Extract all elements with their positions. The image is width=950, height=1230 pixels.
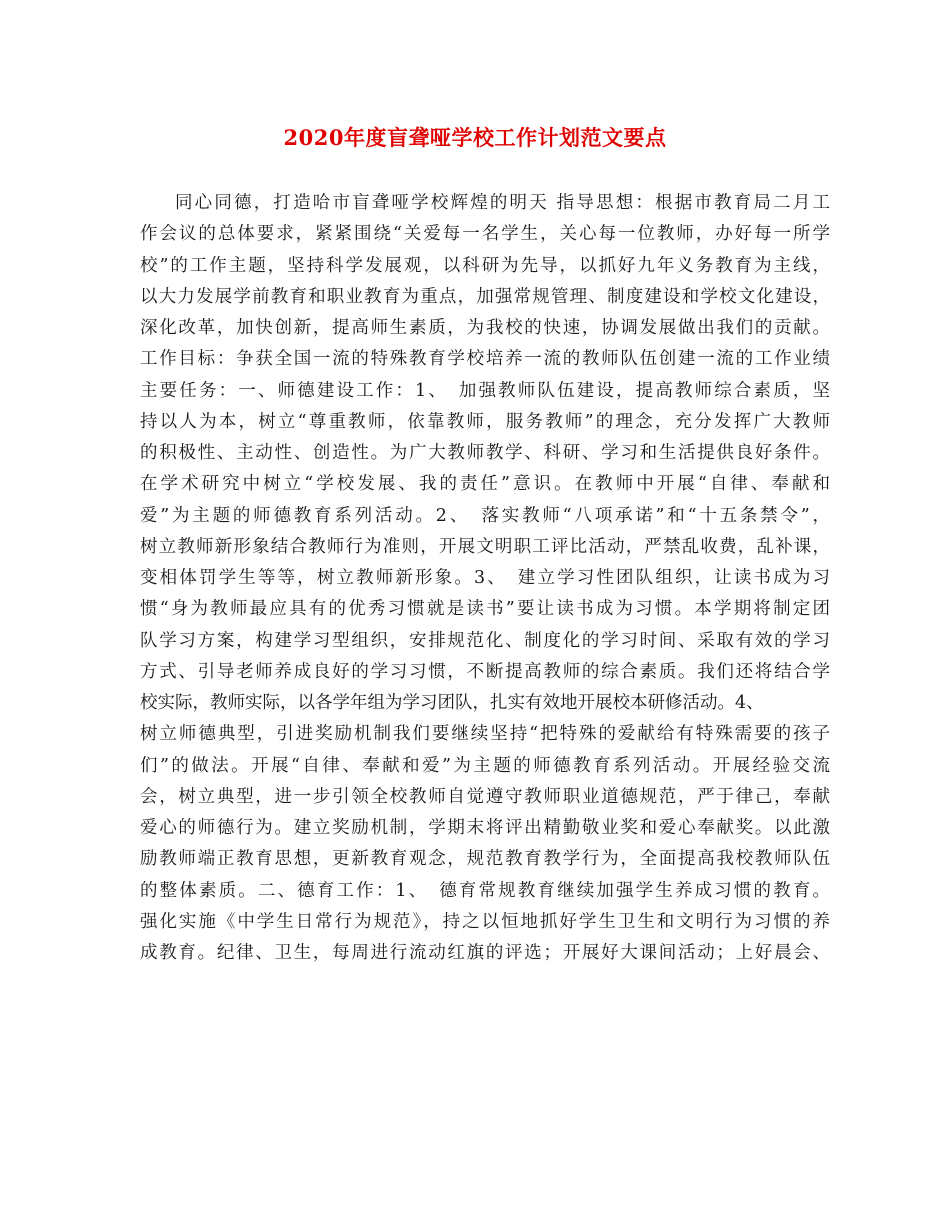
body-line: 树立教师新形象结合教师行为准则，开展文明职工评比活动，严禁乱收费，乱补课， — [140, 536, 830, 557]
body-line: 树立师德典型，引进奖励机制我们要继续坚持“把特殊的爱献给有特殊需要的孩子 — [140, 724, 830, 745]
body-line: 强化实施《中学生日常行为规范》，持之以恒地抓好学生卫生和文明行为习惯的养 — [140, 911, 830, 932]
body-line: 主要任务：一、师德建设工作：1、 加强教师队伍建设，提高教师综合素质，坚 — [140, 380, 830, 401]
body-line: 的积极性、主动性、创造性。为广大教师教学、科研、学习和生活提供良好条件。 — [140, 443, 830, 463]
body-line: 会，树立典型，进一步引领全校教师自觉遵守教师职业道德规范，严于律己，奉献 — [140, 786, 830, 807]
body-line: 惯“身为教师最应具有的优秀习惯就是读书”要让读书成为习惯。本学期将制定团 — [140, 599, 830, 620]
body-line: 在学术研究中树立“学校发展、我的责任”意识。在教师中开展“自律、奉献和 — [140, 474, 830, 495]
body-line: 工作目标：争获全国一流的特殊教育学校培养一流的教师队伍创建一流的工作业绩 — [140, 349, 830, 370]
body-line: 同心同德，打造哈市盲聋哑学校辉煌的明天 指导思想：根据市教育局二月工 — [175, 193, 830, 213]
body-line: 作会议的总体要求，紧紧围绕“关爱每一名学生，关心每一位教师，办好每一所学 — [140, 224, 830, 245]
body-line: 校”的工作主题，坚持科学发展观，以科研为先导，以抓好九年义务教育为主线， — [140, 255, 830, 276]
body-line: 励教师端正教育思想，更新教育观念，规范教育教学行为，全面提高我校教师队伍 — [140, 849, 830, 870]
body-line: 以大力发展学前教育和职业教育为重点，加强常规管理、制度建设和学校文化建设， — [140, 286, 830, 307]
body-line: 方式、引导老师养成良好的学习习惯，不断提高教师的综合素质。我们还将结合学 — [140, 661, 830, 682]
body-line: 们”的做法。开展“自律、奉献和爱”为主题的师德教育系列活动。开展经验交流 — [140, 755, 830, 776]
document-title: 2020年度盲聋哑学校工作计划范文要点 — [283, 125, 667, 150]
body-line: 深化改革，加快创新，提高师生素质，为我校的快速，协调发展做出我们的贡献。 — [140, 318, 830, 338]
document-body — [140, 188, 830, 969]
body-line: 变相体罚学生等等，树立教师新形象。3、 建立学习性团队组织，让读书成为习 — [140, 568, 830, 588]
body-line: 持以人为本，树立“尊重教师，依靠教师，服务教师”的理念，充分发挥广大教师 — [140, 411, 830, 432]
body-line: 队学习方案，构建学习型组织，安排规范化、制度化的学习时间、采取有效的学习 — [140, 630, 830, 651]
body-line: 校实际，教师实际，以各学年组为学习团队，扎实有效地开展校本研修活动。4、 — [140, 693, 764, 713]
body-line: 成教育。纪律、卫生，每周进行流动红旗的评选；开展好大课间活动；上好晨会、 — [140, 943, 830, 963]
body-line: 爱心的师德行为。建立奖励机制，学期末将评出精勤敬业奖和爱心奉献奖。以此激 — [140, 818, 830, 838]
body-line: 爱”为主题的师德教育系列活动。2、 落实教师“八项承诺”和“十五条禁令”， — [140, 505, 830, 526]
body-line: 的整体素质。二、德育工作：1、 德育常规教育继续加强学生养成习惯的教育。 — [140, 880, 830, 901]
